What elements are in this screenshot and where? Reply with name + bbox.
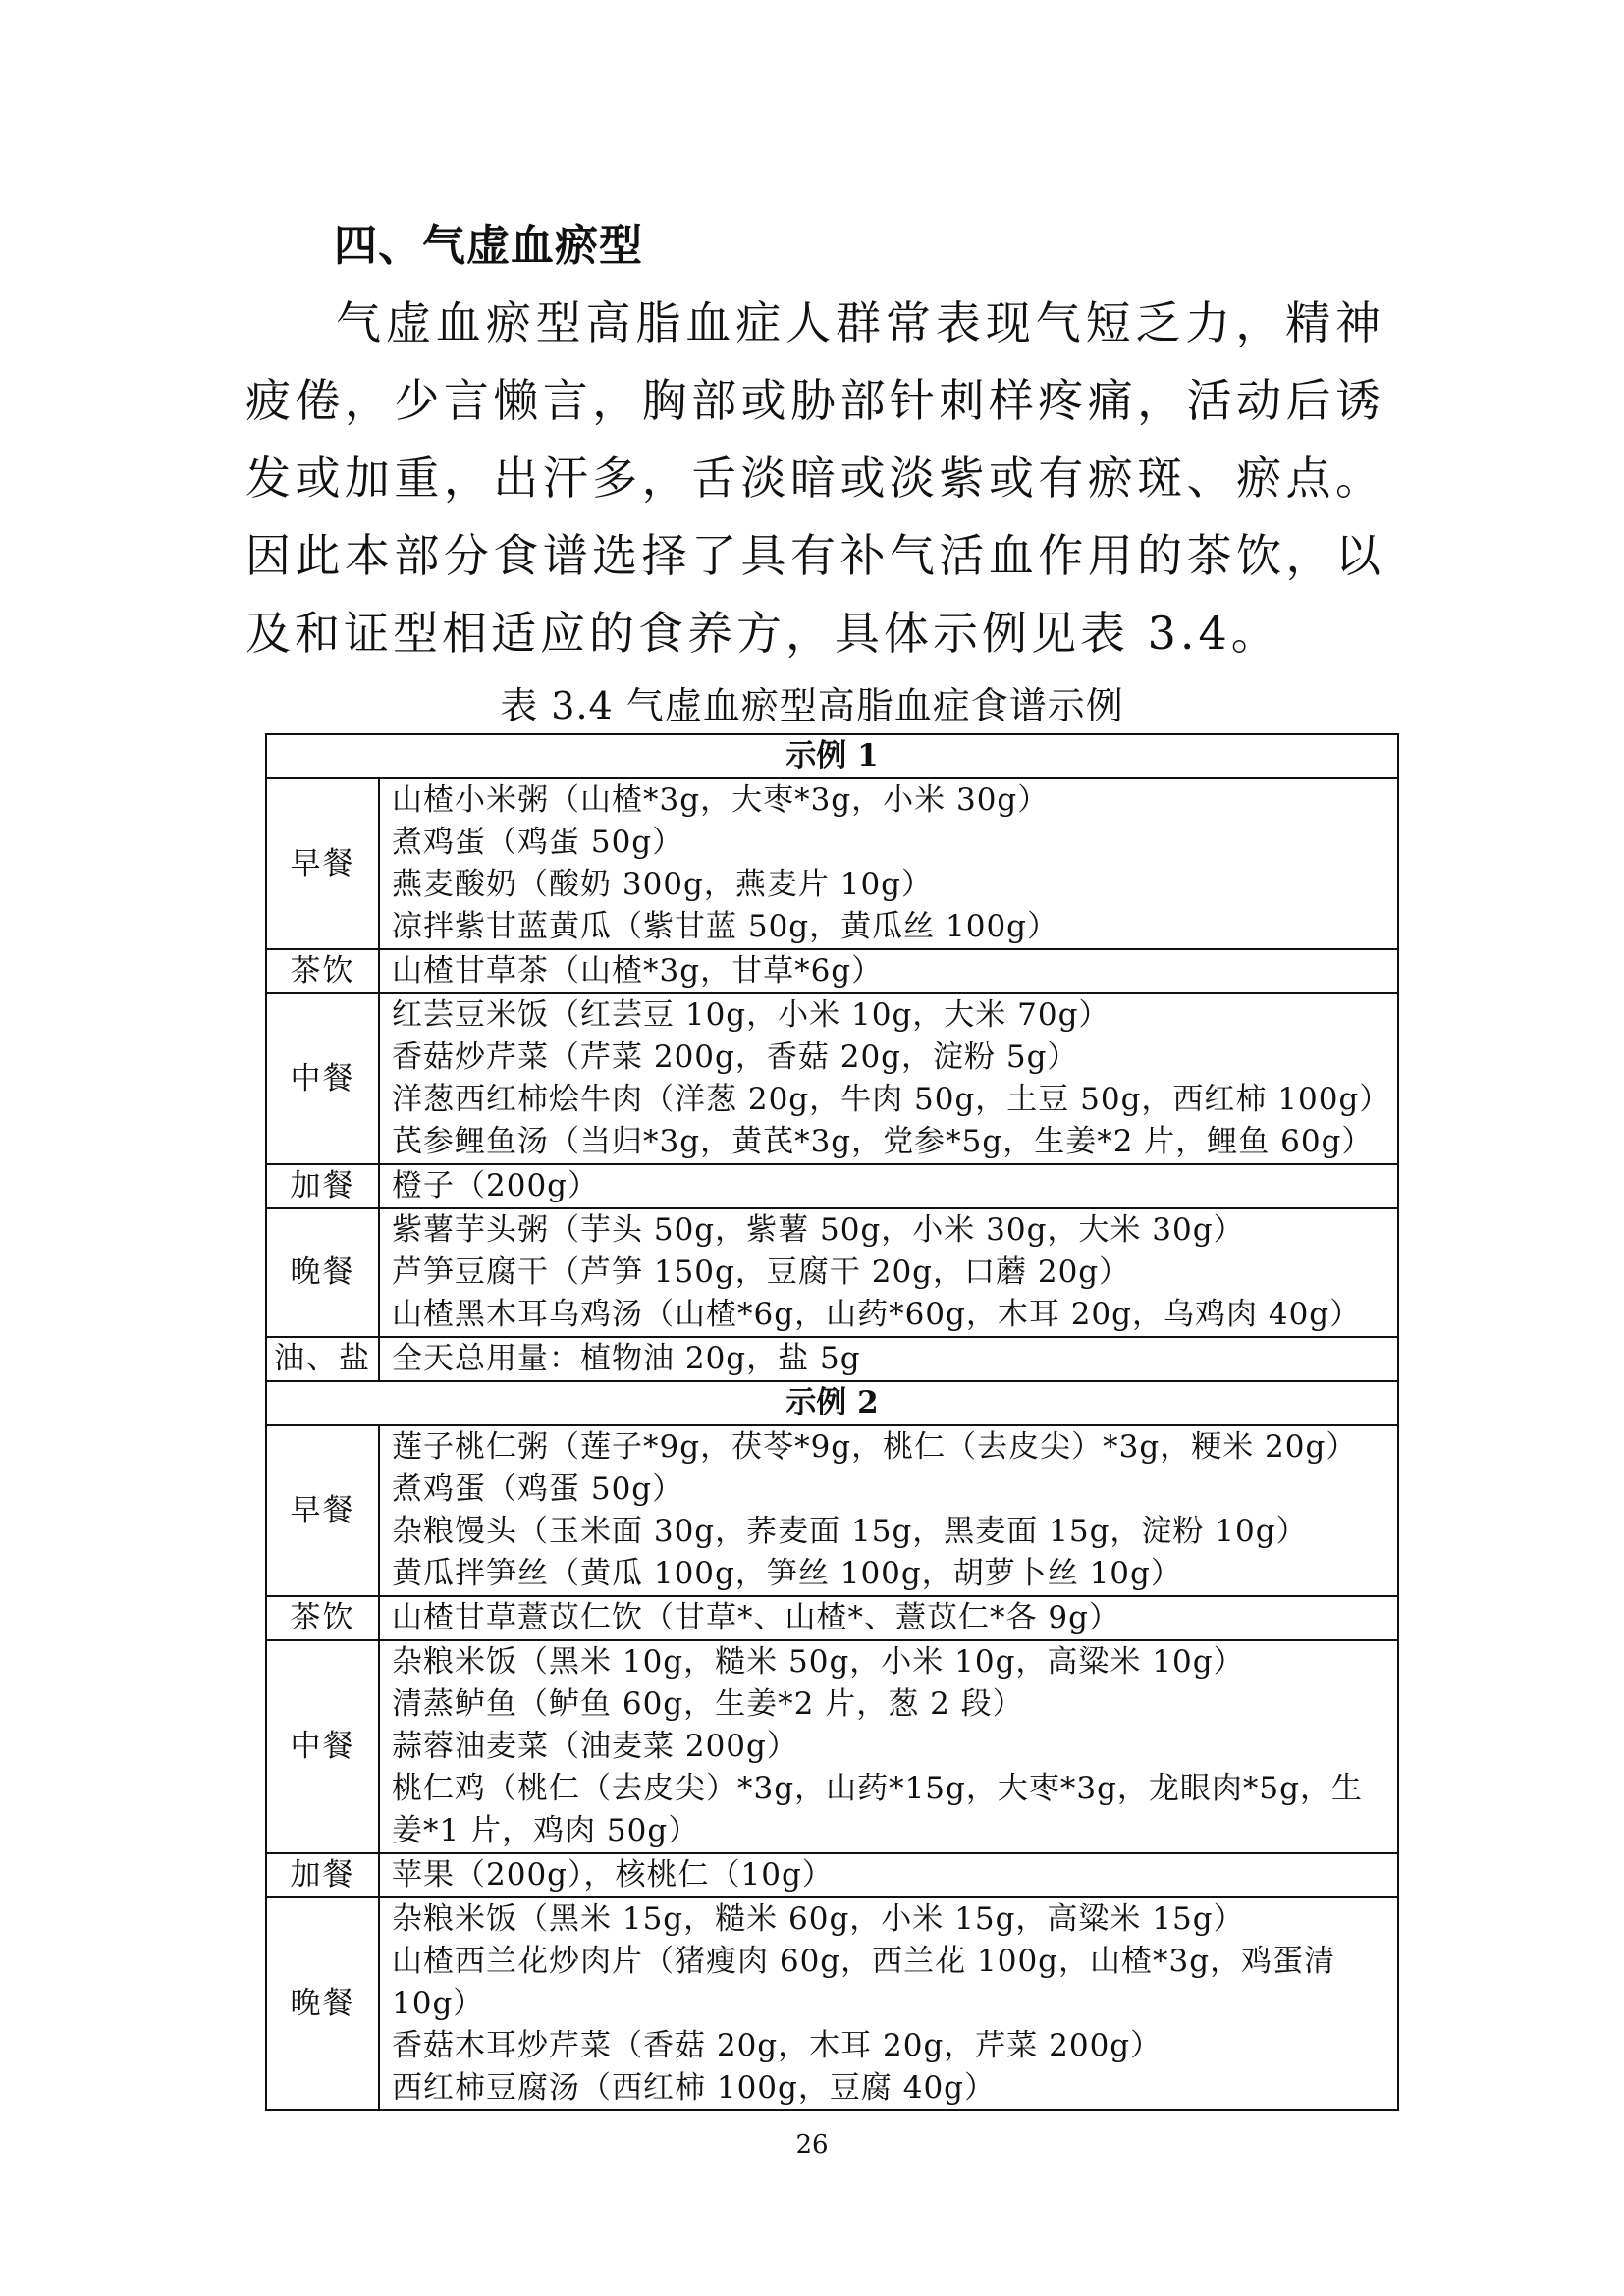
meal-item: 山楂甘草薏苡仁饮（甘草*、山楂*、薏苡仁*各 9g） [392,1600,1120,1635]
meal-category: 茶饮 [266,1596,379,1640]
meal-row [266,1337,1398,1381]
meal-items [379,1425,1398,1596]
meal-row [266,1640,1398,1853]
meal-item: 莲子桃仁粥（莲子*9g，茯苓*9g，桃仁（去皮尖）*3g，粳米 20g） [392,1429,1358,1465]
meal-row [266,1897,1398,2110]
meal-item: 香菇炒芹菜（芹菜 200g，香菇 20g，淀粉 5g） [392,1040,1079,1075]
meal-item: 洋葱西红柿烩牛肉（洋葱 20g，牛肉 50g，土豆 50g，西红柿 100g） [392,1082,1391,1117]
meal-items [379,1640,1398,1853]
meal-item: 芪参鲤鱼汤（当归*3g，黄芪*3g，党参*5g，生姜*2 片，鲤鱼 60g） [392,1124,1374,1159]
meal-row [266,993,1398,1164]
meal-category: 加餐 [266,1853,379,1897]
meal-items [379,1208,1398,1337]
meal-row [266,1208,1398,1337]
recipe-table [265,733,1399,2111]
meal-row [266,949,1398,993]
meal-items [379,1596,1398,1640]
meal-item: 全天总用量：植物油 20g，盐 5g [392,1341,861,1376]
section-heading: 四、气虚血瘀型 [334,221,643,271]
meal-category: 晚餐 [266,1897,379,2110]
meal-items [379,993,1398,1164]
meal-item: 山楂西兰花炒肉片（猪瘦肉 60g，西兰花 100g，山楂*3g，鸡蛋清 10g） [392,1944,1336,2021]
meal-items [379,1164,1398,1208]
meal-category: 中餐 [266,993,379,1164]
meal-item: 桃仁鸡（桃仁（去皮尖）*3g，山药*15g，大枣*3g，龙眼肉*5g，生姜*1 片，鸡肉 50g） [392,1771,1363,1848]
meal-item: 蒜蓉油麦菜（油麦菜 200g） [392,1729,798,1764]
example-title: 示例 2 [266,1381,1398,1425]
page-number: 26 [795,2130,829,2160]
meal-item: 山楂黑木耳乌鸡汤（山楂*6g，山药*60g，木耳 20g，乌鸡肉 40g） [392,1297,1362,1332]
meal-item: 苹果（200g），核桃仁（10g） [392,1857,834,1893]
meal-items [379,1897,1398,2110]
meal-row [266,778,1398,949]
meal-row [266,1853,1398,1897]
meal-item: 山楂小米粥（山楂*3g，大枣*3g，小米 30g） [392,782,1050,818]
meal-category: 茶饮 [266,949,379,993]
meal-item: 紫薯芋头粥（芋头 50g，紫薯 50g，小米 30g，大米 30g） [392,1212,1245,1248]
example-title-row [266,1381,1398,1425]
meal-item: 橙子（200g） [392,1168,600,1203]
meal-items [379,1337,1398,1381]
meal-row [266,1164,1398,1208]
meal-category: 加餐 [266,1164,379,1208]
meal-items [379,1853,1398,1897]
meal-category: 中餐 [266,1640,379,1853]
meal-item: 燕麦酸奶（酸奶 300g，燕麦片 10g） [392,867,934,902]
meal-item: 香菇木耳炒芹菜（香菇 20g，木耳 20g，芹菜 200g） [392,2028,1163,2063]
meal-item: 芦笋豆腐干（芦笋 150g，豆腐干 20g，口蘑 20g） [392,1255,1131,1290]
meal-item: 黄瓜拌笋丝（黄瓜 100g，笋丝 100g，胡萝卜丝 10g） [392,1556,1182,1591]
meal-items [379,949,1398,993]
meal-item: 红芸豆米饭（红芸豆 10g，小米 10g，大米 70g） [392,997,1110,1033]
meal-item: 杂粮米饭（黑米 15g，糙米 60g，小米 15g，高粱米 15g） [392,1901,1245,1937]
meal-row [266,1425,1398,1596]
meal-item: 清蒸鲈鱼（鲈鱼 60g，生姜*2 片，葱 2 段） [392,1686,1024,1722]
meal-category: 早餐 [266,778,379,949]
meal-item: 煮鸡蛋（鸡蛋 50g） [392,1471,684,1507]
intro-paragraph: 气虚血瘀型高脂血症人群常表现气短乏力，精神疲倦，少言懒言，胸部或胁部针刺样疼痛，活动后诱发或加重，出汗多，舌淡暗或淡紫或有瘀斑、瘀点。因此本部分食谱选择了具有补气活血作用的茶饮，以及和证型相适应的食养方，具体示例见表 3.4。 [245,296,1384,660]
meal-item: 杂粮米饭（黑米 10g，糙米 50g，小米 10g，高粱米 10g） [392,1644,1245,1680]
meal-item: 杂粮馒头（玉米面 30g，荞麦面 15g，黑麦面 15g，淀粉 10g） [392,1514,1308,1549]
example-title-row [266,734,1398,778]
example-title: 示例 1 [266,734,1398,778]
meal-items [379,778,1398,949]
table-caption: 表 3.4 气虚血瘀型高脂血症食谱示例 [500,684,1124,727]
meal-category: 早餐 [266,1425,379,1596]
meal-row [266,1596,1398,1640]
meal-item: 山楂甘草茶（山楂*3g，甘草*6g） [392,953,884,988]
meal-category: 油、盐 [266,1337,379,1381]
meal-item: 西红柿豆腐汤（西红柿 100g，豆腐 40g） [392,2070,997,2106]
meal-item: 煮鸡蛋（鸡蛋 50g） [392,825,684,860]
meal-item: 凉拌紫甘蓝黄瓜（紫甘蓝 50g，黄瓜丝 100g） [392,909,1059,944]
meal-category: 晚餐 [266,1208,379,1337]
